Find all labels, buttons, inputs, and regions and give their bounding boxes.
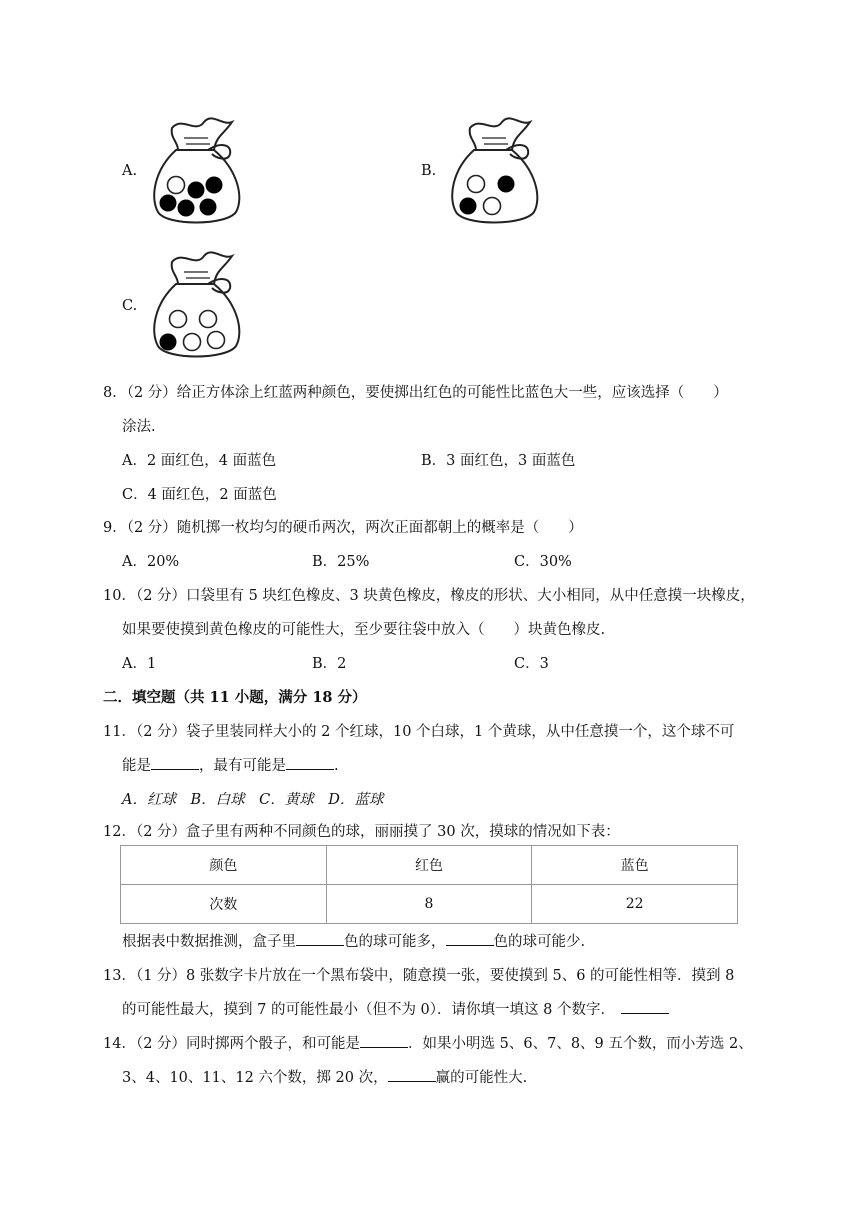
q11-stem-line1: 11．（2 分）袋子里装同样大小的 2 个红球，10 个白球，1 个黄球，从中任意摸一个，这个球不可 — [103, 724, 735, 740]
white-ball-icon — [200, 311, 217, 328]
q7-option-c-label: C. — [122, 298, 138, 314]
q10-option-a: A．1 — [122, 656, 157, 672]
black-ball-icon — [498, 176, 515, 193]
white-ball-icon — [208, 332, 225, 349]
table-row — [121, 885, 738, 924]
q13-stem-line2: 的可能性最大，摸到 7 的可能性最小（但不为 0）．请你填一填这 8 个数字． — [122, 998, 669, 1019]
q8-option-b: B．3 面红色，3 面蓝色 — [421, 453, 576, 469]
black-ball-icon — [200, 199, 217, 216]
answer-blank[interactable] — [446, 931, 494, 946]
answer-blank[interactable] — [388, 1067, 436, 1082]
q7-option-c-bag-image — [148, 246, 244, 364]
q13-stem-line1: 13．（1 分）8 张数字卡片放在一个黑布袋中，随意摸一张，要使摸到 5、6 的可能性相等．摸到 8 — [103, 968, 735, 984]
answer-blank[interactable] — [296, 931, 344, 946]
q8-option-c: C．4 面红色，2 面蓝色 — [122, 487, 277, 503]
q12-table — [120, 845, 738, 924]
white-ball-icon — [468, 176, 485, 193]
q9-option-b: B．25% — [312, 554, 370, 570]
q7-option-a-bag-image — [148, 112, 244, 230]
black-ball-icon — [160, 195, 177, 212]
table-header-cell: 红色 — [326, 846, 532, 885]
q11-stem-line2: 能是 ，最有可能是 . — [122, 754, 339, 775]
black-ball-icon — [178, 200, 195, 217]
q7-option-b-label: B. — [421, 163, 437, 179]
table-header-cell: 蓝色 — [532, 846, 738, 885]
white-ball-icon — [484, 198, 501, 215]
q14-stem-line1: 14．（2 分）同时掷两个骰子，和可能是 ．如果小明选 5、6、7、8、9 五个数，而小芳选 2、 — [103, 1032, 753, 1053]
q10-option-c: C．3 — [514, 656, 549, 672]
q12-stem: 12．（2 分）盒子里有两种不同颜色的球，丽丽摸了 30 次，摸球的情况如下表： — [103, 824, 620, 840]
q8-stem-line1: 8．（2 分）给正方体涂上红蓝两种颜色，要使掷出红色的可能性比蓝色大一些，应该选择（ ） — [103, 385, 728, 401]
q8-option-a: A．2 面红色，4 面蓝色 — [122, 453, 277, 469]
q9-stem: 9．（2 分）随机掷一枚均匀的硬币两次，两次正面都朝上的概率是（ ） — [103, 520, 583, 536]
section-heading-fill-in: 二．填空题（共 11 小题，满分 18 分） — [103, 689, 367, 706]
q9-option-a: A．20% — [122, 554, 180, 570]
white-ball-icon — [168, 177, 185, 194]
answer-blank[interactable] — [360, 1033, 408, 1048]
black-ball-icon — [206, 177, 223, 194]
white-ball-icon — [170, 311, 187, 328]
q12-after-table: 根据表中数据推测，盒子里 色的球可能多， 色的球可能少. — [122, 930, 585, 951]
black-ball-icon — [188, 182, 205, 199]
black-ball-icon — [160, 334, 177, 351]
q7-option-b-bag-image — [446, 112, 542, 230]
q14-stem-line2: 3、4、10、11、12 六个数，掷 20 次， 赢的可能性大. — [122, 1066, 527, 1087]
q10-stem-line2: 如果要使摸到黄色橡皮的可能性大，至少要往袋中放入（ ）块黄色橡皮. — [122, 622, 606, 638]
q10-option-b: B．2 — [312, 656, 347, 672]
answer-blank[interactable] — [286, 755, 334, 770]
answer-blank[interactable] — [621, 999, 669, 1014]
table-header-cell: 颜色 — [121, 846, 327, 885]
answer-blank[interactable] — [151, 755, 199, 770]
q9-option-c: C．30% — [514, 554, 572, 570]
white-ball-icon — [184, 334, 201, 351]
q11-options: A．红球 B．白球 C．黄球 D．蓝球 — [122, 792, 384, 808]
table-row — [121, 846, 738, 885]
table-cell: 次数 — [121, 885, 327, 924]
black-ball-icon — [460, 198, 477, 215]
table-cell: 8 — [326, 885, 532, 924]
q7-option-a-label: A. — [122, 163, 138, 179]
q10-stem-line1: 10．（2 分）口袋里有 5 块红色橡皮、3 块黄色橡皮，橡皮的形状、大小相同，从中任意摸一块橡皮， — [103, 588, 755, 604]
table-cell: 22 — [532, 885, 738, 924]
q8-stem-line2: 涂法. — [122, 419, 156, 435]
